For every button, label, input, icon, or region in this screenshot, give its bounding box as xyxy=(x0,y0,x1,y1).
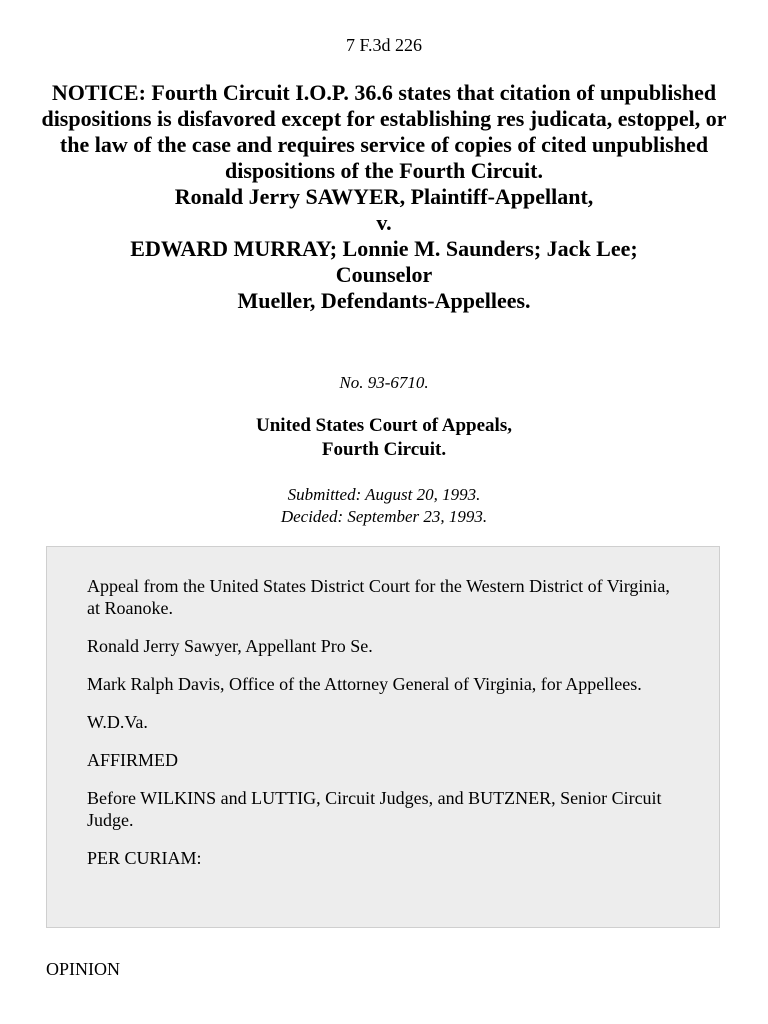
versus-line: v. xyxy=(376,210,392,235)
defendants-line-1: EDWARD MURRAY; Lonnie M. Saunders; Jack Lee; xyxy=(130,236,638,261)
court-name xyxy=(0,414,768,462)
court-name-line-1: United States Court of Appeals, xyxy=(256,415,512,436)
court-name-line-2: Fourth Circuit. xyxy=(321,439,447,460)
docket-number: No. 93-6710. xyxy=(339,373,429,392)
plaintiff-line: Ronald Jerry SAWYER, Plaintiff-Appellant, xyxy=(174,184,594,209)
appellee-counsel: Mark Ralph Davis, Office of the Attorney General of Virginia, for Appellees. xyxy=(87,674,642,694)
decided-date: Decided: September 23, 1993. xyxy=(280,507,488,526)
disposition: AFFIRMED xyxy=(87,750,179,770)
case-details-panel xyxy=(46,546,720,928)
appellant-counsel: Ronald Jerry Sawyer, Appellant Pro Se. xyxy=(87,636,373,656)
per-curiam: PER CURIAM: xyxy=(87,848,202,868)
case-citation: 7 F.3d 226 xyxy=(345,35,423,55)
case-dates xyxy=(0,484,768,528)
opinion-heading: OPINION xyxy=(46,959,120,979)
defendants-line-3: Mueller, Defendants-Appellees. xyxy=(237,288,531,313)
defendants-line-2: Counselor xyxy=(335,262,433,287)
notice-text: NOTICE: Fourth Circuit I.O.P. 36.6 states that citation of unpublished dispositions is disfavored except for establishing res judicata, estoppel, or the law of the case and requires service of copies of cited unpublished dispositions of the Fourth Circuit. xyxy=(41,80,727,183)
judges-panel: Before WILKINS and LUTTIG, Circuit Judges, and BUTZNER, Senior Circuit Judge. xyxy=(87,788,662,830)
district-abbrev: W.D.Va. xyxy=(87,712,148,732)
appeal-from-text: Appeal from the United States District Court for the Western District of Virginia, at Roanoke. xyxy=(87,576,670,618)
submitted-date: Submitted: August 20, 1993. xyxy=(287,485,481,504)
case-caption xyxy=(40,80,728,314)
